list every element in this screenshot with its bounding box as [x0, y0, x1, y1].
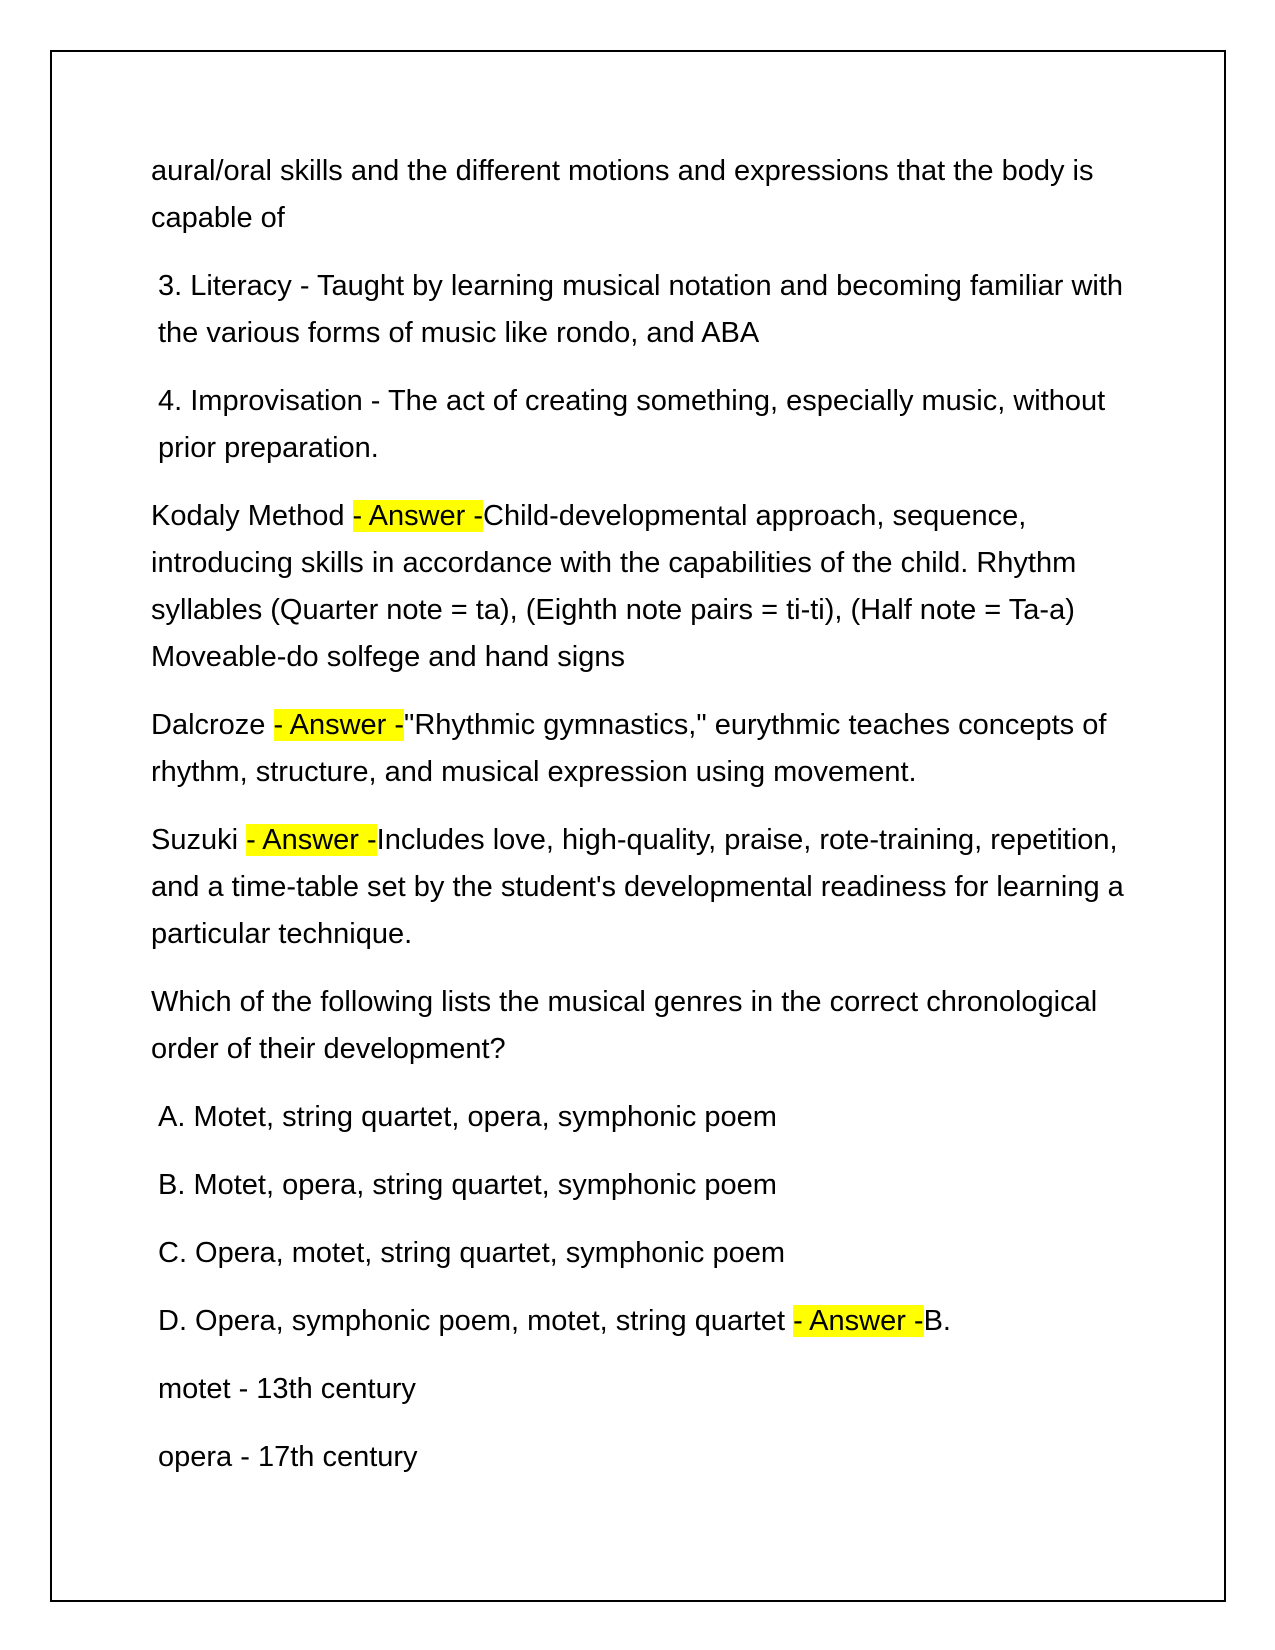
note-opera: opera - 17th century — [158, 1441, 418, 1473]
dalcroze-term: Dalcroze — [151, 709, 274, 741]
note-motet: motet - 13th century — [158, 1373, 416, 1405]
paragraph-improvisation: 4. Improvisation - The act of creating something, especially music, without prior preparation. — [158, 385, 1106, 464]
dalcroze-definition: "Rhythmic gymnastics," eurythmic teaches concepts of rhythm, structure, and musical expression using movement. — [151, 709, 1107, 788]
answer-highlight: - Answer - — [793, 1305, 924, 1337]
option-d — [151, 1298, 1141, 1345]
option-c: C. Opera, motet, string quartet, symphonic poem — [158, 1237, 785, 1269]
paragraph-literacy: 3. Literacy - Taught by learning musical notation and becoming familiar with the various forms of music like rondo, and ABA — [158, 270, 1124, 349]
question-genres: Which of the following lists the musical genres in the correct chronological order of their development? — [151, 986, 1098, 1065]
kodaly-definition: Child-developmental approach, sequence, introducing skills in accordance with the capabilities of the child. Rhythm syllables (Quarter note = ta), (Eighth note pairs = ti-ti), (Half note = Ta-a) Moveable-do solfege and hand signs — [151, 500, 1077, 673]
paragraph-dalcroze — [151, 702, 1141, 796]
kodaly-term: Kodaly Method — [151, 500, 353, 532]
answer-highlight: - Answer - — [246, 824, 377, 856]
paragraph-aural-oral: aural/oral skills and the different motions and expressions that the body is capable of — [151, 155, 1094, 234]
suzuki-term: Suzuki — [151, 824, 247, 856]
paragraph-kodaly — [151, 493, 1141, 681]
document-body — [151, 148, 1141, 1502]
paragraph-suzuki — [151, 817, 1141, 958]
answer-highlight: - Answer - — [273, 709, 405, 741]
option-d-answer: B. — [923, 1305, 951, 1337]
option-a: A. Motet, string quartet, opera, symphonic poem — [158, 1101, 777, 1133]
answer-highlight: - Answer - — [352, 500, 484, 532]
option-b: B. Motet, opera, string quartet, symphonic poem — [158, 1169, 777, 1201]
option-d-text: D. Opera, symphonic poem, motet, string quartet — [158, 1305, 794, 1337]
suzuki-definition: Includes love, high-quality, praise, rote-training, repetition, and a time-table set by the student's developmental readiness for learning a particular technique. — [151, 824, 1124, 950]
